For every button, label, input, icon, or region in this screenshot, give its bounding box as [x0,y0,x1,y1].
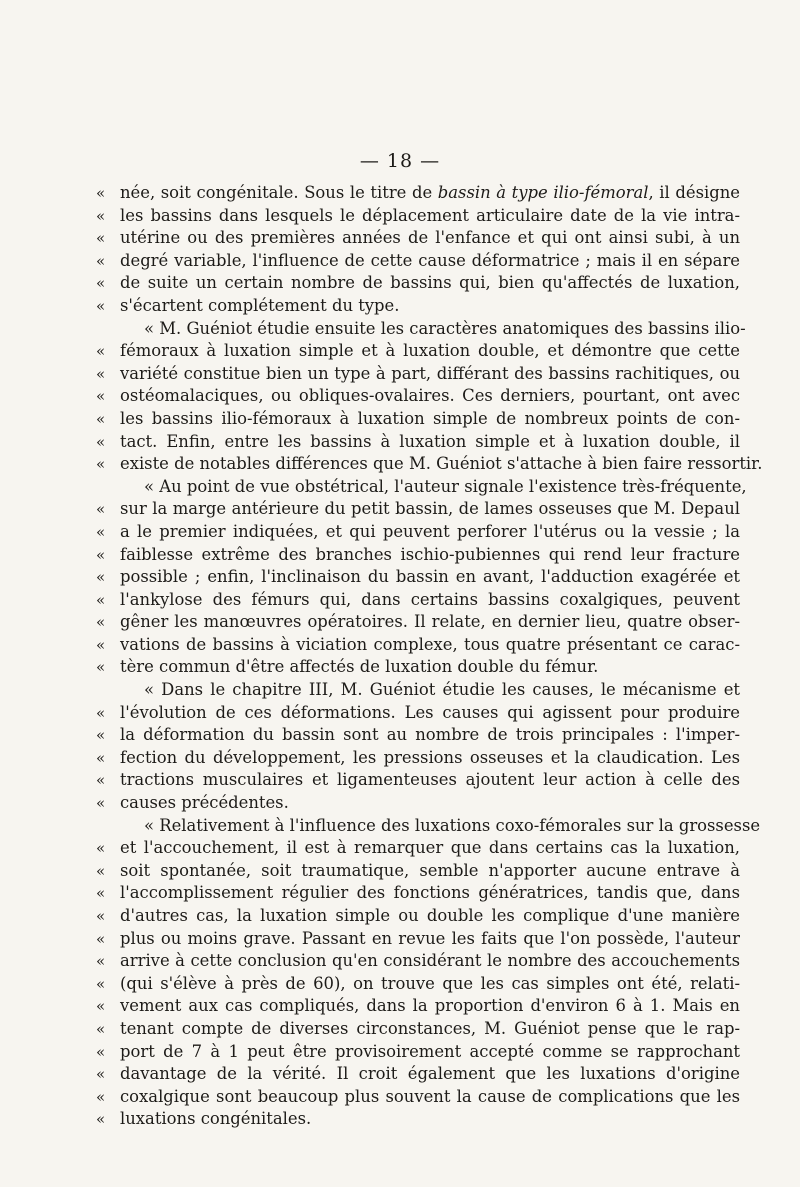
line-text: (qui s'élève à près de 60), on trouve que les cas simples ont été, relati- [120,973,740,993]
line-text: l'ankylose des fémurs qui, dans certains bassins coxalgiques, peuvent [120,589,740,609]
text-line [96,385,740,408]
body-text [96,182,763,1131]
quote-mark: « [96,929,106,948]
line-text: « M. Guéniot étudie ensuite les caractères anatomiques des bassins ilio- [144,318,746,338]
text-line [96,724,740,747]
line-text: de suite un certain nombre de bassins qui, bien qu'affectés de luxation, [120,273,740,293]
line-text: soit spontanée, soit traumatique, semble n'apporter aucune entrave à [120,860,740,880]
text-line [96,566,740,589]
quote-mark: « [96,206,106,225]
line-text: luxations congénitales. [120,1109,312,1129]
quote-mark: « [96,907,106,925]
quote-mark: « [96,794,106,813]
text-line [96,182,740,205]
line-text: fémoraux à luxation simple et à luxation double, et démontre que cette [120,341,740,361]
line-text: arrive à cette conclusion qu'en considérant le nombre des accouchements [120,951,740,971]
line-text: vations de bassins à viciation complexe, tous quatre présentant ce carac- [120,634,740,654]
text-line [96,882,740,905]
quote-mark: « [96,409,106,428]
line-text: et l'accouchement, il est à remarquer que dans certains cas la luxation, [120,838,740,858]
line-text: les bassins dans lesquels le déplacement articulaire date de la vie intra- [120,205,740,225]
text-line [96,792,740,815]
line-text: fection du développement, les pressions osseuses et la claudication. Les [120,747,740,767]
line-text: ostéomalaciques, ou obliques-ovalaires. Ces derniers, pourtant, ont avec [120,386,740,406]
text-line [96,1018,740,1041]
text-line [96,363,740,386]
line-text: causes précédentes. [120,793,289,813]
line-text: sur la marge antérieure du petit bassin, de lames osseuses que M. Depaul [120,499,740,519]
text-line [96,656,740,679]
quote-mark: « [96,342,106,361]
quote-mark: « [96,861,106,880]
text-line [96,498,740,521]
page-number: — 18 — [359,150,441,172]
text-line [96,272,740,295]
quote-mark: « [96,1042,106,1061]
text-line [96,1086,740,1109]
line-text: tact. Enfin, entre les bassins à luxation simple et à luxation double, il [120,431,740,451]
line-text: utérine ou des premières années de l'enfance et qui ont ainsi subi, à un [120,228,740,248]
text-line [96,205,740,228]
quote-mark: « [96,1110,106,1129]
quote-mark: « [96,229,106,248]
text-line [96,973,740,996]
line-text: faiblesse extrême des branches ischio-pubiennes qui rend leur fracture [120,544,740,564]
text-line [96,905,740,928]
text-line [96,453,763,476]
quote-mark: « [96,635,106,654]
quote-mark: « [96,748,106,767]
line-text: « Relativement à l'influence des luxations coxo-fémorales sur la grossesse [144,815,761,835]
text-line [96,837,740,860]
quote-mark: « [96,432,106,451]
line-text: tenant compte de diverses circonstances, M. Guéniot pense que le rap- [120,1018,740,1038]
quote-mark: « [96,884,106,903]
quote-mark: « [96,1019,106,1038]
quote-mark: « [96,590,106,609]
line-text: plus ou moins grave. Passant en revue les faits que l'on possède, l'auteur [120,928,740,948]
text-line [96,1063,740,1086]
text-line [120,815,761,838]
quote-mark: « [96,568,106,587]
quote-mark: « [96,545,106,564]
quote-mark: « [96,1087,106,1106]
text-line [96,769,740,792]
line-text: née, soit congénitale. Sous le titre de bassin à type ilio-fémoral, il désigne [120,183,740,202]
quote-mark: « [96,613,106,632]
text-line [96,747,740,770]
text-line [96,250,740,273]
text-line [120,679,740,702]
text-line [96,634,740,657]
quote-mark: « [96,839,106,858]
text-line [96,995,740,1018]
text-line [96,431,740,454]
text-line [96,408,740,431]
text-line [96,544,740,567]
line-text: vement aux cas compliqués, dans la proportion d'environ 6 à 1. Mais en [120,996,740,1016]
text-line [120,476,747,499]
quote-mark: « [96,387,106,406]
line-text: « Au point de vue obstétrical, l'auteur signale l'existence très-fréquente, [144,476,747,496]
line-text: tractions musculaires et ligamenteuses ajoutent leur action à celle des [120,770,740,790]
quote-mark: « [96,455,106,474]
text-line [96,702,740,725]
line-text: coxalgique sont beaucoup plus souvent la cause de complications que les [120,1086,740,1106]
line-text: a le premier indiquées, et qui peuvent perforer l'utérus ou la vessie ; la [120,521,740,541]
line-text: « Dans le chapitre III, M. Guéniot étudie les causes, le mécanisme et [144,680,740,700]
quote-mark: « [96,771,106,790]
text-line [96,928,740,951]
quote-mark: « [96,997,106,1016]
quote-mark: « [96,296,106,315]
quote-mark: « [96,658,106,677]
text-line [96,1108,740,1131]
quote-mark: « [96,184,106,202]
text-line [96,860,740,883]
line-text: port de 7 à 1 peut être provisoirement accepté comme se rapprochant [120,1041,740,1061]
text-line [96,521,740,544]
line-text: d'autres cas, la luxation simple ou double les complique d'une manière [120,906,740,925]
quote-mark: « [96,974,106,993]
quote-mark: « [96,703,106,722]
quote-mark: « [96,952,106,971]
quote-mark: « [96,500,106,519]
quote-mark: « [96,364,106,383]
quote-mark: « [96,274,106,293]
quote-mark: « [96,726,106,745]
line-text: s'écartent complétement du type. [120,295,400,315]
text-line [96,611,740,634]
line-text: tère commun d'être affectés de luxation double du fémur. [120,657,599,677]
quote-mark: « [96,522,106,541]
line-text: l'évolution de ces déformations. Les causes qui agissent pour produire [120,702,740,722]
line-text: davantage de la vérité. Il croit également que les luxations d'origine [120,1064,740,1084]
text-line [96,1041,740,1064]
line-text: l'accomplissement régulier des fonctions génératrices, tandis que, dans [120,883,740,903]
line-text: possible ; enfin, l'inclinaison du bassin en avant, l'adduction exagérée et [120,567,740,587]
line-text: la déformation du bassin sont au nombre de trois principales : l'imper- [120,725,740,745]
line-text: variété constitue bien un type à part, différant des bassins rachitiques, ou [120,363,740,383]
line-text: existe de notables différences que M. Guéniot s'attache à bien faire ressortir. [120,454,763,474]
text-line [96,340,740,363]
line-text: gêner les manœuvres opératoires. Il relate, en dernier lieu, quatre obser- [120,612,740,632]
text-line [96,295,740,318]
italic-term: bassin à type ilio-fémoral [437,183,649,202]
line-text: les bassins ilio-fémoraux à luxation simple de nombreux points de con- [120,408,740,428]
line-text: degré variable, l'influence de cette cause déformatrice ; mais il en sépare [120,250,740,270]
text-line [96,950,740,973]
text-line [96,589,740,612]
quote-mark: « [96,1065,106,1084]
text-line [120,318,746,341]
text-line [96,227,740,250]
quote-mark: « [96,251,106,270]
